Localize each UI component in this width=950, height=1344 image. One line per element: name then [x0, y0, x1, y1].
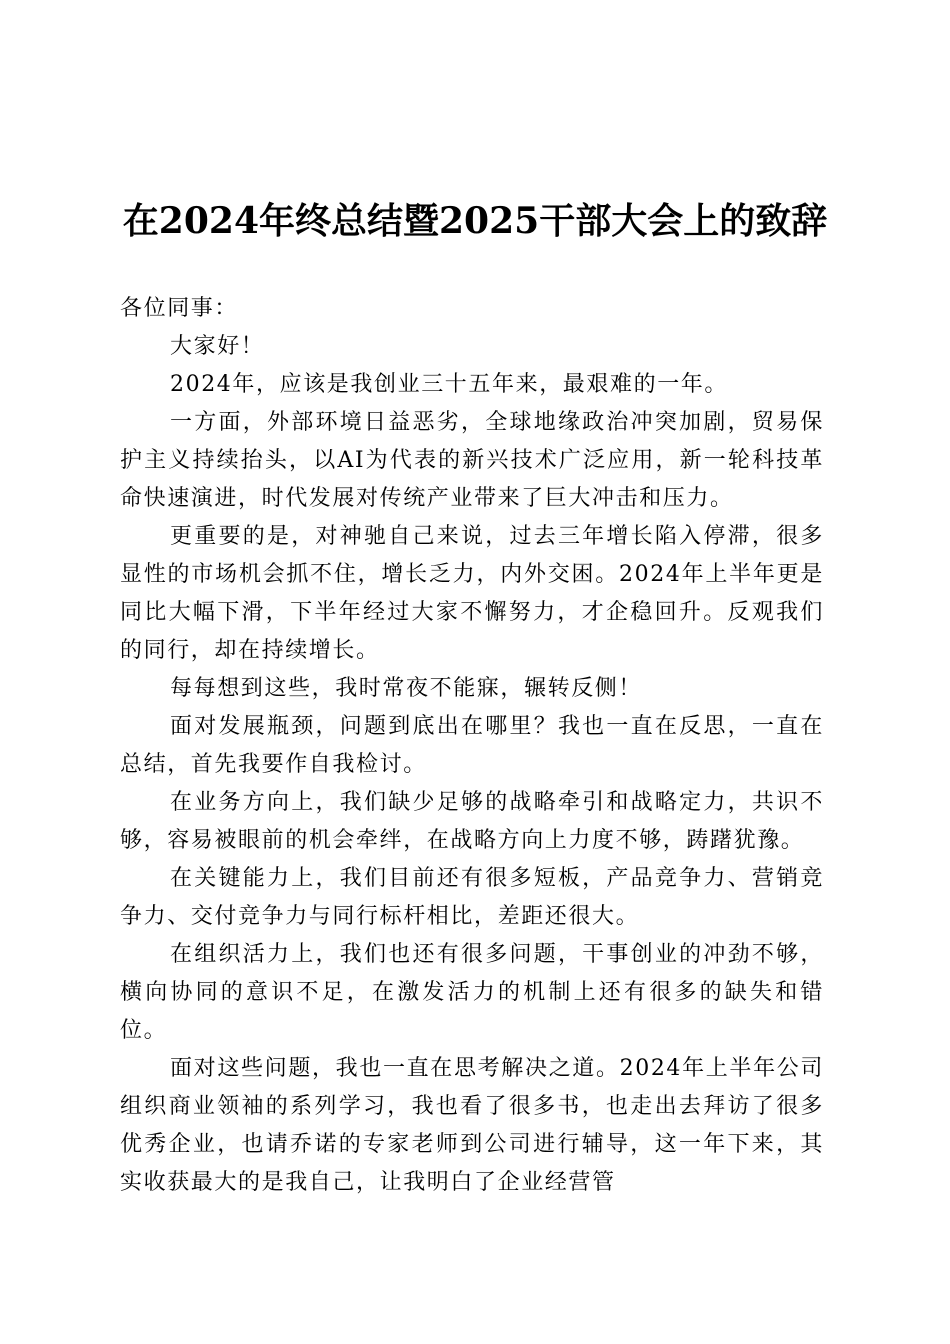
paragraph-self-review: 面对发展瓶颈，问题到底出在哪里？我也一直在反思，一直在总结，首先我要作自我检讨。 — [120, 714, 824, 777]
paragraph-business-direction: 在业务方向上，我们缺少足够的战略牵引和战略定力，共识不够，容易被眼前的机会牵绊，在战略方向上力度不够，踌躇犹豫。 — [120, 790, 824, 853]
paragraph-greeting: 大家好！ — [170, 334, 265, 359]
paragraph-stagnation: 更重要的是，对神驰自己来说，过去三年增长陷入停滞，很多显性的市场机会抓不住，增长乏力，内外交困。2024年上半年更是同比大幅下滑，下半年经过大家不懈努力，才企稳回升。反观我们的同行，却在持续增长。 — [120, 524, 824, 663]
paragraph-sleepless: 每每想到这些，我时常夜不能寐，辗转反侧！ — [170, 676, 643, 701]
paragraph-external-environment: 一方面，外部环境日益恶劣，全球地缘政治冲突加剧，贸易保护主义持续抬头，以AI为代表的新兴技术广泛应用，新一轮科技革命快速演进，时代发展对传统产业带来了巨大冲击和压力。 — [120, 410, 824, 511]
document-body — [120, 290, 824, 1202]
salutation: 各位同事： — [120, 296, 239, 321]
paragraph-solutions: 面对这些问题，我也一直在思考解决之道。2024年上半年公司组织商业领袖的系列学习，我也看了很多书，也走出去拜访了很多优秀企业，也请乔诺的专家老师到公司进行辅导，这一年下来，其实收获最大的是我自己，让我明白了企业经营管 — [120, 1056, 824, 1195]
paragraph-organizational-vitality: 在组织活力上，我们也还有很多问题，干事创业的冲劲不够，横向协同的意识不足，在激发活力的机制上还有很多的缺失和错位。 — [120, 942, 824, 1043]
paragraph-hardest-year: 2024年，应该是我创业三十五年来，最艰难的一年。 — [170, 372, 728, 397]
paragraph-key-capabilities: 在关键能力上，我们目前还有很多短板，产品竞争力、营销竞争力、交付竞争力与同行标杆相比，差距还很大。 — [120, 866, 824, 929]
document-title: 在2024年终总结暨2025干部大会上的致辞 — [122, 200, 828, 242]
